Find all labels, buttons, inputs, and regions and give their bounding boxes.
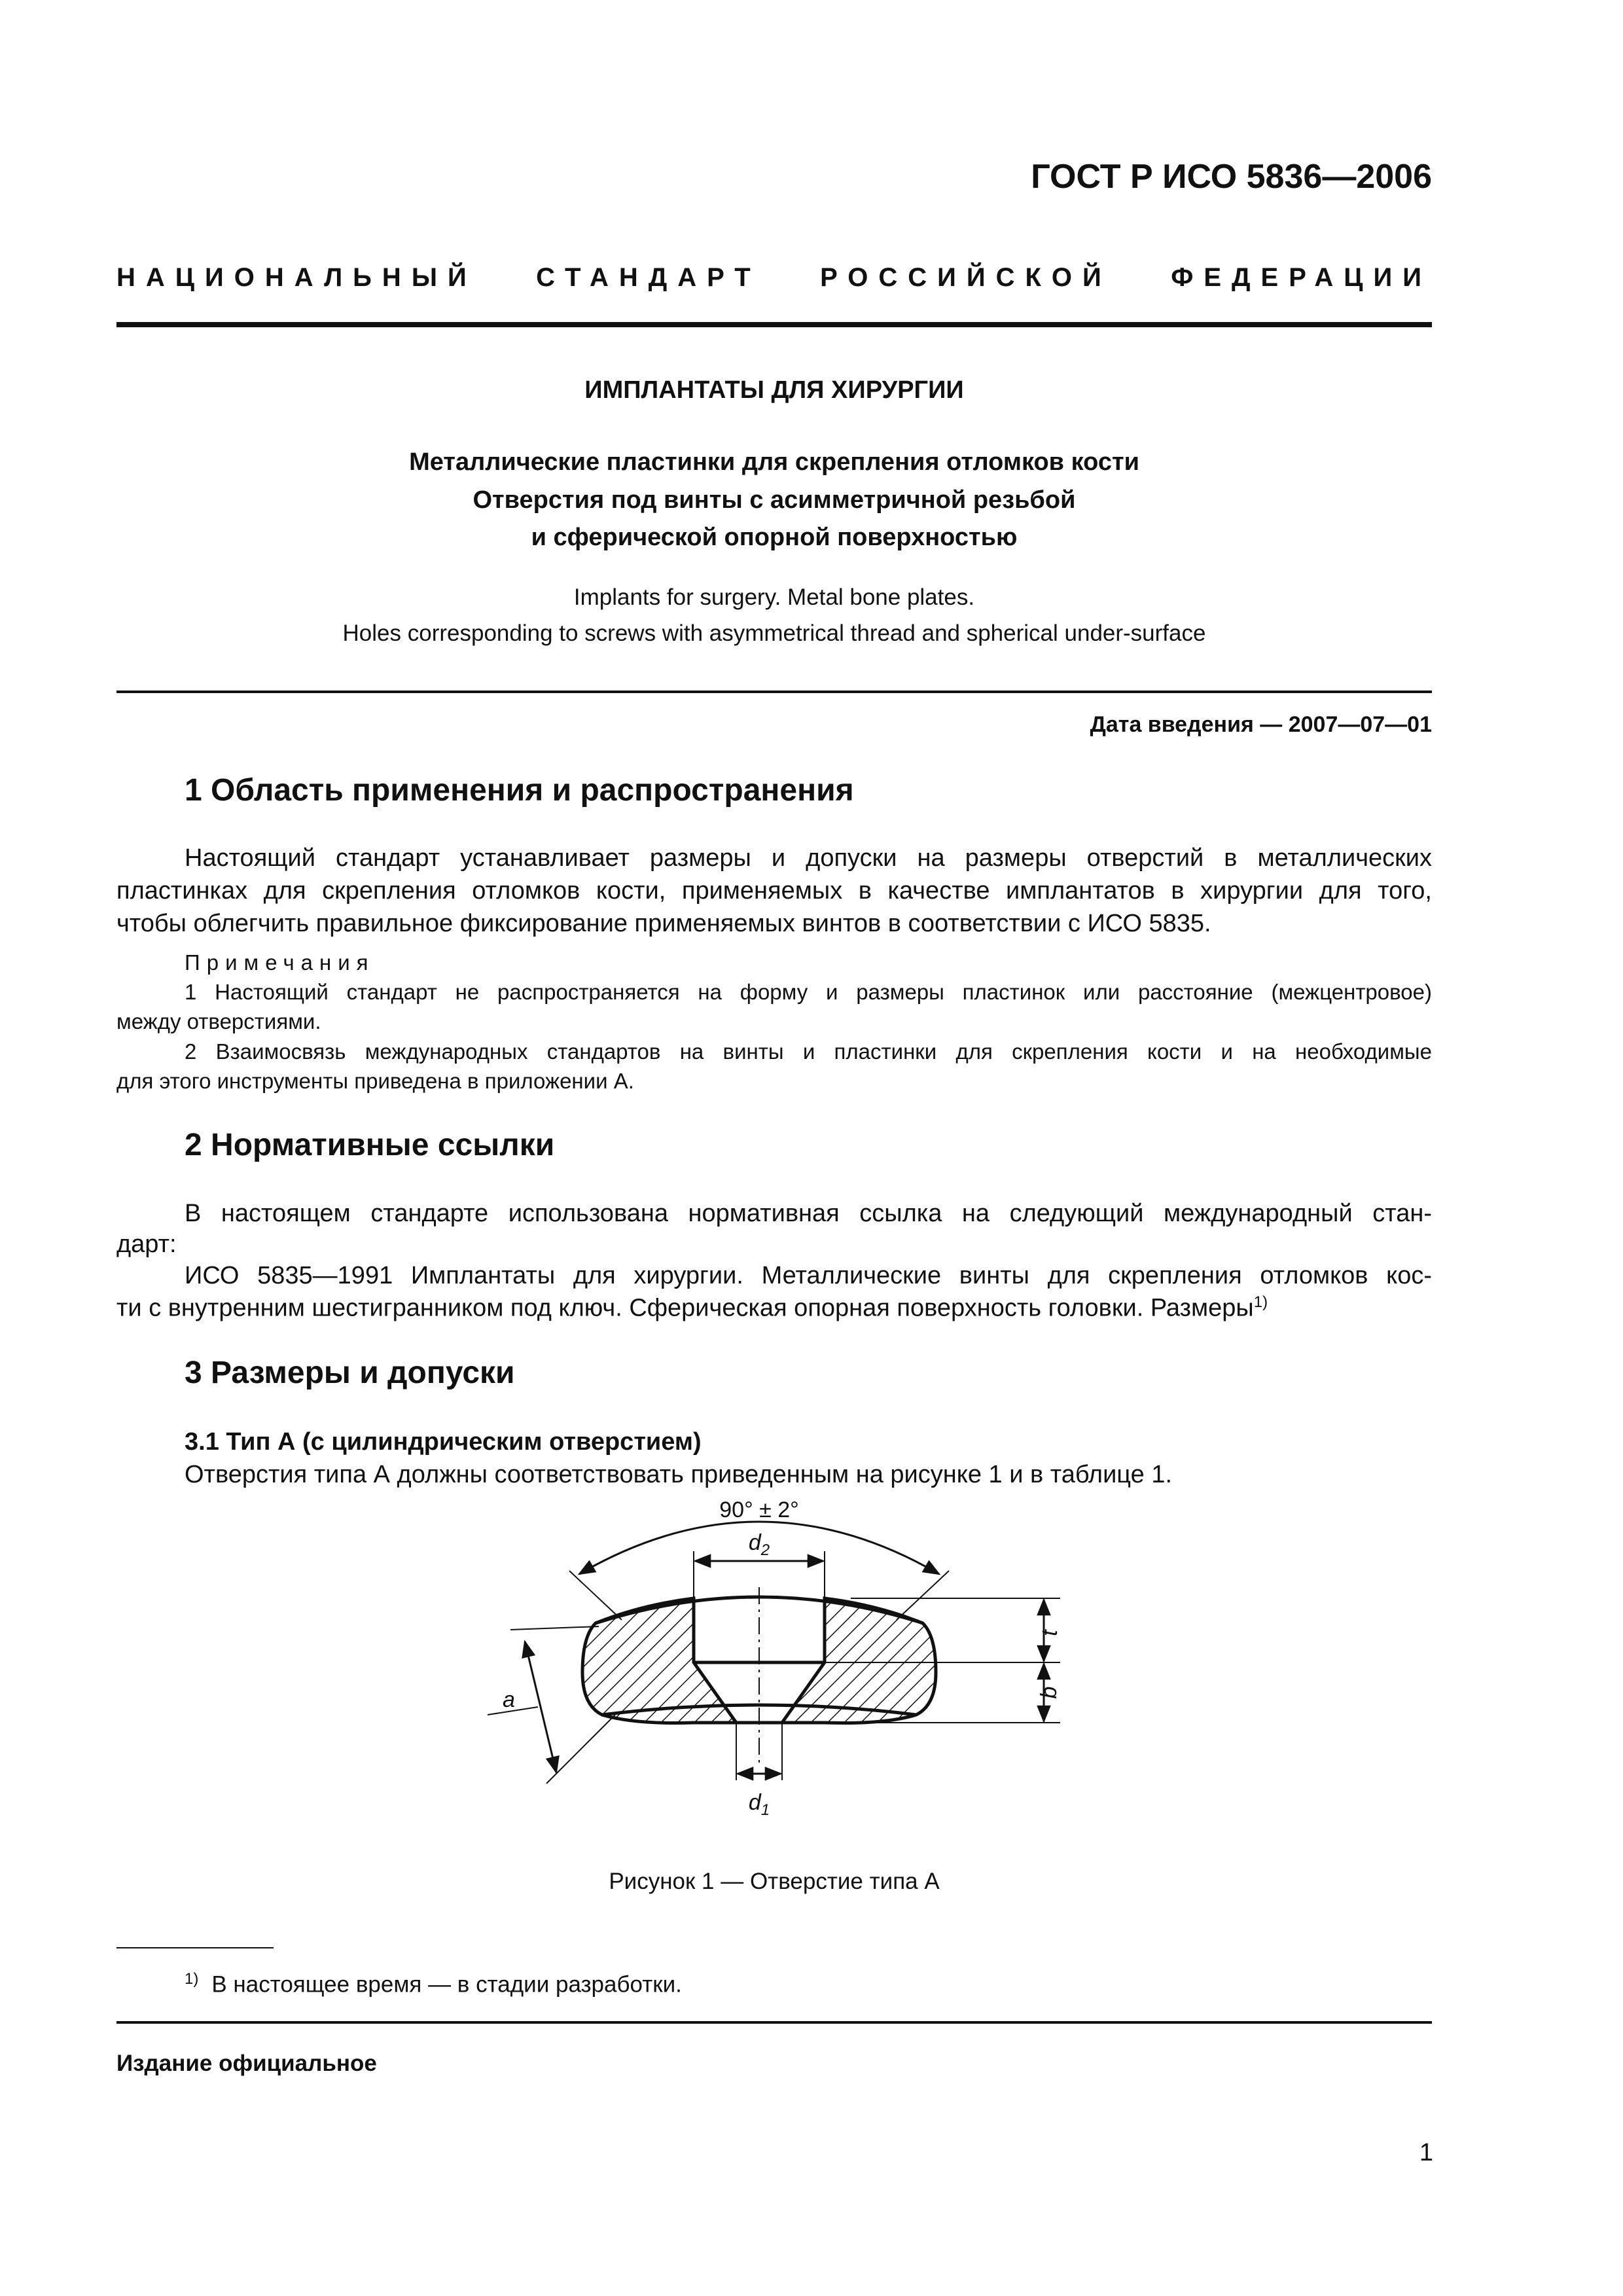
bottom-rule bbox=[116, 2021, 1432, 2024]
note-line: для этого инструменты приведена в приложении А. bbox=[116, 1069, 634, 1093]
top-rule bbox=[116, 322, 1432, 327]
body-line-text: ти с внутренним шестигранником под ключ. Сферическая опорная поверхность головки. Размеры bbox=[116, 1294, 1254, 1322]
notes-header: Примечания bbox=[185, 950, 375, 975]
section-heading: 3 Размеры и допуски bbox=[185, 1355, 515, 1390]
t-label: t bbox=[1037, 1630, 1062, 1636]
official-edition-label: Издание официальное bbox=[116, 2051, 377, 2076]
national-word: НАЦИОНАЛЬНЫЙ bbox=[116, 263, 477, 292]
page-number: 1 bbox=[1419, 2139, 1433, 2166]
d2-subscript: 2 bbox=[760, 1541, 770, 1559]
a-label: a bbox=[503, 1687, 515, 1712]
footnote-reference: 1) bbox=[1253, 1293, 1268, 1311]
angle-extension-left bbox=[569, 1571, 622, 1620]
body-line: дарт: bbox=[116, 1230, 177, 1258]
subsection-heading: 3.1 Тип А (с цилиндрическим отверстием) bbox=[185, 1428, 702, 1456]
english-title-line: Implants for surgery. Metal bone plates. bbox=[573, 584, 975, 610]
a-extension-bottom bbox=[546, 1715, 615, 1784]
title-rule bbox=[116, 691, 1432, 693]
body-line: чтобы облегчить правильное фиксирование применяемых винтов в соответствии с ИСО 5835. bbox=[116, 910, 1211, 937]
body-line: ИСО 5835—1991 Имплантаты для хирургии. Металлические винты для скрепления отломков кос- bbox=[185, 1262, 1432, 1289]
angle-label: 90° ± 2° bbox=[719, 1499, 799, 1522]
body-line: Настоящий стандарт устанавливает размеры и допуски на размеры отверстий в металлических bbox=[185, 844, 1432, 872]
footnote-rule bbox=[116, 1947, 274, 1948]
body-line bbox=[116, 1293, 1432, 1323]
body-line: пластинках для скрепления отломков кости, применяемых в качестве имплантатов в хирургии для того, bbox=[116, 877, 1432, 905]
note-line: 1 Настоящий стандарт не распространяется на форму и размеры пластинок или расстояние (межцентровое) bbox=[185, 980, 1432, 1004]
introduction-date: Дата введения — 2007—07—01 bbox=[1090, 712, 1432, 737]
angle-extension-right bbox=[897, 1571, 949, 1620]
body-line: В настоящем стандарте использована нормативная ссылка на следующий международный стан- bbox=[185, 1200, 1432, 1227]
b-label: b bbox=[1037, 1686, 1061, 1699]
section-heading: 1 Область применения и распространения bbox=[185, 773, 854, 808]
document-title: ИМПЛАНТАТЫ ДЛЯ ХИРУРГИИ bbox=[584, 376, 964, 404]
section-heading: 2 Нормативные ссылки bbox=[185, 1128, 555, 1162]
national-word: ФЕДЕРАЦИИ bbox=[1171, 263, 1432, 292]
national-standard-line bbox=[116, 263, 1432, 293]
subtitle-line: Металлические пластинки для скрепления отломков кости bbox=[409, 448, 1139, 476]
d2-letter: d bbox=[748, 1530, 761, 1555]
english-title-line: Holes corresponding to screws with asymmetrical thread and spherical under-surface bbox=[342, 620, 1206, 646]
document-code: ГОСТ Р ИСО 5836—2006 bbox=[1031, 158, 1432, 196]
d1-subscript: 1 bbox=[760, 1801, 770, 1819]
note-line: между отверстиями. bbox=[116, 1009, 321, 1033]
subtitle-line: и сферической опорной поверхностью bbox=[531, 524, 1018, 551]
d2-label bbox=[749, 1530, 770, 1559]
body-line: Отверстия типа А должны соответствовать приведенным на рисунке 1 и в таблице 1. bbox=[185, 1461, 1173, 1488]
d1-label bbox=[749, 1790, 770, 1819]
d1-letter: d bbox=[748, 1790, 761, 1815]
a-extension-top bbox=[510, 1626, 599, 1630]
subtitle-line: Отверстия под винты с асимметричной резьбой bbox=[473, 486, 1076, 514]
national-word: СТАНДАРТ bbox=[536, 263, 761, 292]
footnote-text: В настоящее время — в стадии разработки. bbox=[211, 1971, 682, 1998]
footnote bbox=[185, 1970, 682, 1998]
footnote-mark: 1) bbox=[185, 1970, 199, 1988]
note-line: 2 Взаимосвязь международных стандартов на винты и пластинки для скрепления кости и на необходимые bbox=[185, 1039, 1432, 1064]
national-word: РОССИЙСКОЙ bbox=[820, 263, 1112, 292]
figure-hole-type-a bbox=[484, 1499, 1073, 1865]
figure-caption: Рисунок 1 — Отверстие типа А bbox=[609, 1869, 940, 1894]
a-dimension-line bbox=[525, 1641, 556, 1772]
